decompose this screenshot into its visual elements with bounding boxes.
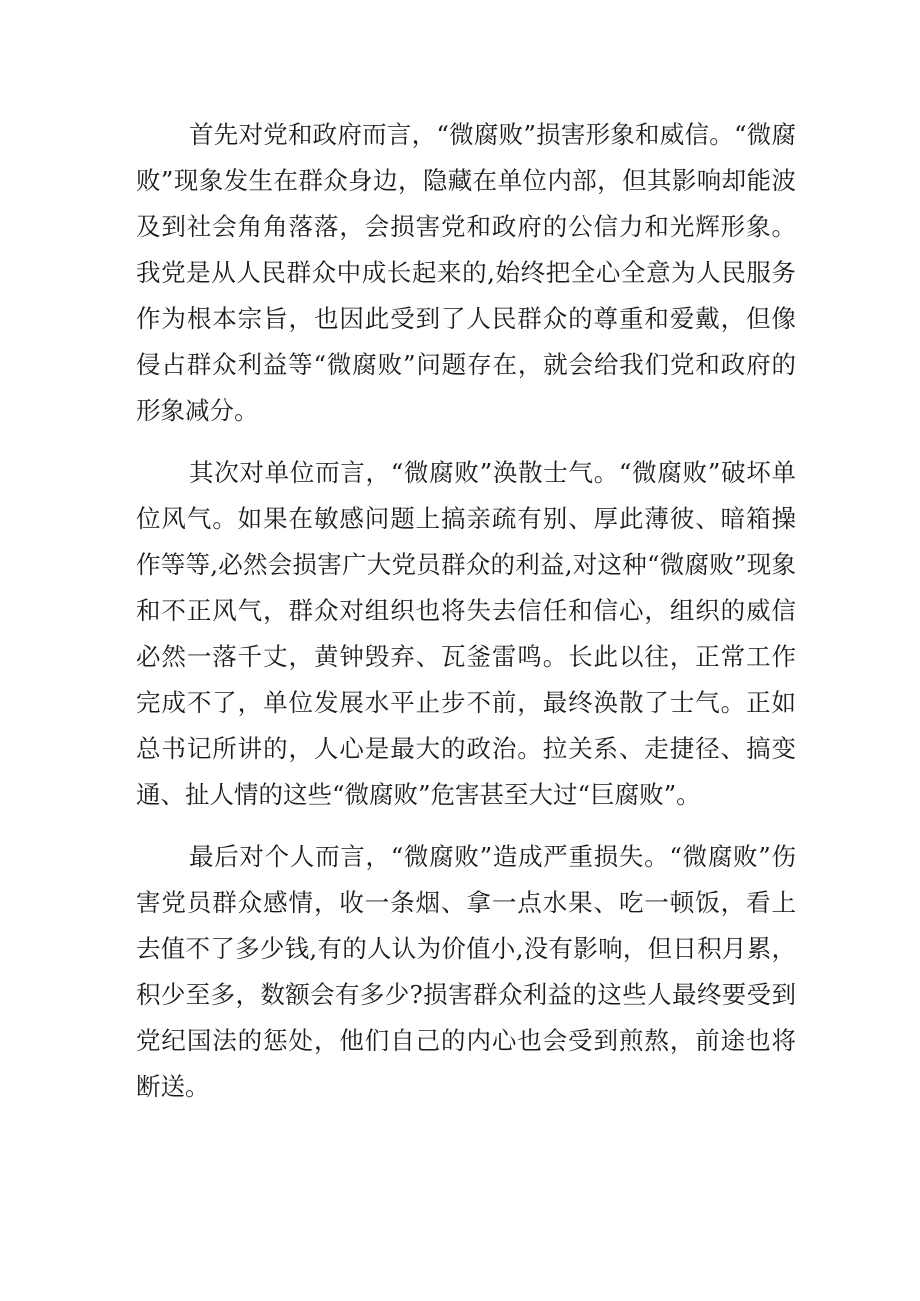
document-body <box>136 112 796 1110</box>
paragraph-party-government: 首先对党和政府而言，“微腐败”损害形象和威信。“微腐败”现象发生在群众身边，隐藏在单位内部，但其影响却能波及到社会角角落落，会损害党和政府的公信力和光辉形象。我党是从人民群众中成长起来的,始终把全心全意为人民服务作为根本宗旨，也因此受到了人民群众的尊重和爱戴，但像侵占群众利益等“微腐败”问题存在，就会给我们党和政府的形象减分。 <box>136 120 796 425</box>
paragraph-work-unit: 其次对单位而言，“微腐败”涣散士气。“微腐败”破坏单位风气。如果在敏感问题上搞亲疏有别、厚此薄彼、暗箱操作等等,必然会损害广大党员群众的利益,对这种“微腐败”现象和不正风气，群众对组织也将失去信任和信心，组织的威信必然一落千丈，黄钟毁弃、瓦釜雷鸣。长此以往，正常工作完成不了，单位发展水平止步不前，最终涣散了士气。正如总书记所讲的，人心是最大的政治。拉关系、走捷径、搞变通、扯人情的这些“微腐败”危害甚至大过“巨腐败”。 <box>136 458 796 809</box>
paragraph-individual: 最后对个人而言，“微腐败”造成严重损失。“微腐败”伤害党员群众感情，收一条烟、拿一点水果、吃一顿饭，看上去值不了多少钱,有的人认为价值小,没有影响，但日积月累，积少至多，数额会有多少?损害群众利益的这些人最终要受到党纪国法的惩处，他们自己的内心也会受到煎熬，前途也将断送。 <box>136 842 796 1101</box>
